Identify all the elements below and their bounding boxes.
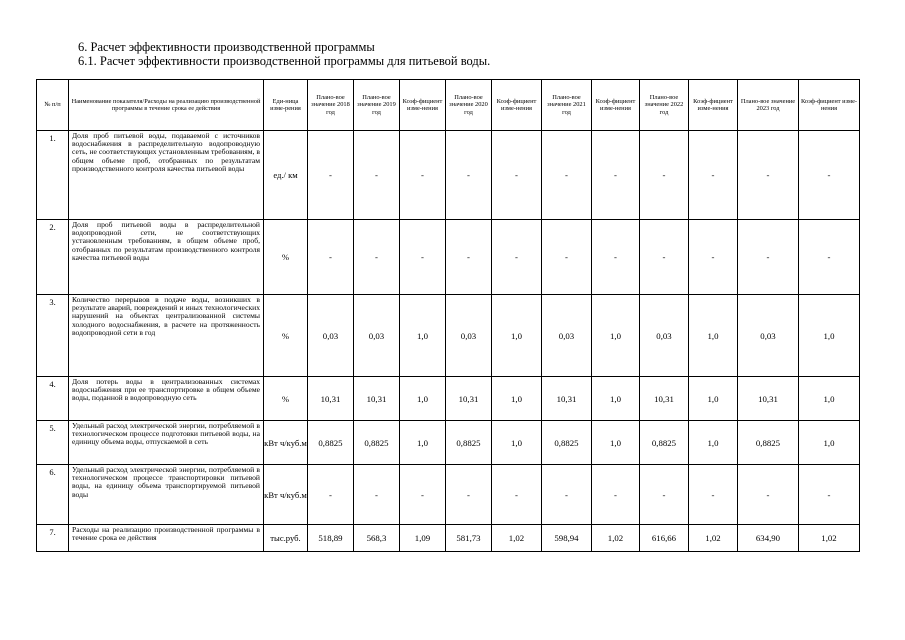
value-cell: -: [640, 220, 689, 295]
value-cell: -: [640, 465, 689, 525]
unit-cell: %: [264, 377, 308, 421]
value-cell: -: [446, 131, 492, 220]
value-cell: -: [799, 465, 860, 525]
table-body: [37, 131, 860, 552]
value-cell: 1,0: [492, 377, 542, 421]
column-header: Плано-вое значение 2018 год: [308, 80, 354, 131]
value-cell: -: [354, 131, 400, 220]
value-cell: 1,0: [799, 421, 860, 465]
column-header: Коэф-фициент изме-нения: [799, 80, 860, 131]
row-number: 1.: [37, 131, 69, 220]
indicator-name: Доля проб питьевой воды в распределительной водопроводной сети, не соответствующих установленным требованиям, в общем объеме проб, отобранных по результатам производственного контроля качества питьевой воды: [69, 220, 264, 295]
value-cell: 568,3: [354, 525, 400, 552]
value-cell: 0,8825: [354, 421, 400, 465]
column-header: Плано-вое значение 2019 год: [354, 80, 400, 131]
value-cell: -: [799, 220, 860, 295]
column-header: Коэф-фициент изме-нения: [689, 80, 738, 131]
value-cell: 0,8825: [640, 421, 689, 465]
value-cell: -: [492, 465, 542, 525]
column-header: Плано-вое значение 2023 год: [738, 80, 799, 131]
row-number: 5.: [37, 421, 69, 465]
row-number: 6.: [37, 465, 69, 525]
indicator-name: Удельный расход электрической энергии, потребляемой в технологическом процессе транспортировки питьевой воды, на единицу объема транспортируемой питьевой воды: [69, 465, 264, 525]
table-header-row: [37, 80, 860, 131]
value-cell: -: [738, 465, 799, 525]
value-cell: 0,8825: [738, 421, 799, 465]
indicator-name: Доля проб питьевой воды, подаваемой с источников водоснабжения в распределительную водопроводную сеть, не соответствующих установленным требованиям, в общем объеме проб, отобранных по результатам производственного контроля качества питьевой воды: [69, 131, 264, 220]
indicator-name: Расходы на реализацию производственной программы в течение срока ее действия: [69, 525, 264, 552]
indicator-name: Удельный расход электрической энергии, потребляемой в технологическом процессе подготовки питьевой воды, на единицу объема воды, отпускаемой в сеть: [69, 421, 264, 465]
value-cell: 1,02: [689, 525, 738, 552]
value-cell: 1,0: [492, 295, 542, 377]
table-row: [37, 421, 860, 465]
value-cell: -: [640, 131, 689, 220]
value-cell: -: [446, 220, 492, 295]
value-cell: -: [354, 465, 400, 525]
value-cell: 1,0: [799, 377, 860, 421]
row-number: 4.: [37, 377, 69, 421]
column-header: № п/п: [37, 80, 69, 131]
value-cell: -: [354, 220, 400, 295]
value-cell: 10,31: [542, 377, 592, 421]
value-cell: 581,73: [446, 525, 492, 552]
value-cell: 634,90: [738, 525, 799, 552]
row-number: 2.: [37, 220, 69, 295]
column-header: Коэф-фициент изме-нения: [492, 80, 542, 131]
value-cell: 598,94: [542, 525, 592, 552]
value-cell: 10,31: [640, 377, 689, 421]
value-cell: -: [738, 131, 799, 220]
value-cell: 10,31: [308, 377, 354, 421]
value-cell: -: [492, 220, 542, 295]
value-cell: 0,03: [308, 295, 354, 377]
value-cell: 1,02: [592, 525, 640, 552]
value-cell: 10,31: [738, 377, 799, 421]
table-row: [37, 377, 860, 421]
value-cell: -: [738, 220, 799, 295]
value-cell: 0,8825: [542, 421, 592, 465]
value-cell: 0,03: [640, 295, 689, 377]
value-cell: -: [308, 220, 354, 295]
column-header: Коэф-фициент изме-нения: [592, 80, 640, 131]
value-cell: -: [542, 131, 592, 220]
value-cell: 0,8825: [446, 421, 492, 465]
value-cell: 1,0: [400, 377, 446, 421]
value-cell: 1,0: [592, 295, 640, 377]
table-row: [37, 465, 860, 525]
value-cell: 1,0: [592, 421, 640, 465]
table-row: [37, 295, 860, 377]
section-title: 6. Расчет эффективности производственной программы: [78, 40, 375, 54]
value-cell: 0,03: [542, 295, 592, 377]
table-row: [37, 525, 860, 552]
table-row: [37, 131, 860, 220]
value-cell: 10,31: [446, 377, 492, 421]
value-cell: 1,0: [799, 295, 860, 377]
value-cell: -: [799, 131, 860, 220]
section-headings: [78, 40, 490, 68]
column-header: Плано-вое значение 2022 год: [640, 80, 689, 131]
value-cell: -: [542, 465, 592, 525]
value-cell: 1,0: [492, 421, 542, 465]
value-cell: -: [542, 220, 592, 295]
value-cell: -: [689, 220, 738, 295]
value-cell: -: [592, 131, 640, 220]
value-cell: 1,09: [400, 525, 446, 552]
value-cell: 1,0: [689, 295, 738, 377]
value-cell: -: [689, 465, 738, 525]
subsection-title: 6.1. Расчет эффективности производственной программы для питьевой воды.: [78, 54, 491, 68]
value-cell: 1,02: [799, 525, 860, 552]
value-cell: 616,66: [640, 525, 689, 552]
unit-cell: ед./ км: [264, 131, 308, 220]
value-cell: 0,8825: [308, 421, 354, 465]
unit-cell: %: [264, 295, 308, 377]
value-cell: -: [308, 131, 354, 220]
column-header: Еди-ница изме-рения: [264, 80, 308, 131]
value-cell: -: [400, 220, 446, 295]
value-cell: 518,89: [308, 525, 354, 552]
table-row: [37, 220, 860, 295]
row-number: 7.: [37, 525, 69, 552]
value-cell: 0,03: [354, 295, 400, 377]
unit-cell: кВт ч/куб.м: [264, 421, 308, 465]
value-cell: -: [446, 465, 492, 525]
value-cell: -: [689, 131, 738, 220]
indicator-name: Доля потерь воды в централизованных системах водоснабжения при ее транспортировке в общем объеме воды, поданной в водопроводную сеть: [69, 377, 264, 421]
value-cell: -: [308, 465, 354, 525]
value-cell: -: [400, 465, 446, 525]
value-cell: -: [492, 131, 542, 220]
column-header: Плано-вое значение 2020 год: [446, 80, 492, 131]
value-cell: 1,02: [492, 525, 542, 552]
column-header: Плано-вое значение 2021 год: [542, 80, 592, 131]
value-cell: 1,0: [400, 295, 446, 377]
indicator-name: Количество перерывов в подаче воды, возникших в результате аварий, повреждений и иных технологических нарушений на объектах централизованной системы холодного водоснабжения, в расчете на протяженность водопроводной сети в год: [69, 295, 264, 377]
value-cell: -: [400, 131, 446, 220]
unit-cell: кВт ч/куб.м: [264, 465, 308, 525]
value-cell: 1,0: [400, 421, 446, 465]
value-cell: 0,03: [738, 295, 799, 377]
value-cell: 0,03: [446, 295, 492, 377]
row-number: 3.: [37, 295, 69, 377]
value-cell: -: [592, 465, 640, 525]
value-cell: 1,0: [689, 421, 738, 465]
value-cell: 1,0: [689, 377, 738, 421]
column-header: Коэф-фициент изме-нения: [400, 80, 446, 131]
value-cell: -: [592, 220, 640, 295]
efficiency-table: [36, 79, 860, 552]
column-header: Наименование показателя/Расходы на реализацию производственной программы в течение срока ее действия: [69, 80, 264, 131]
value-cell: 10,31: [354, 377, 400, 421]
unit-cell: %: [264, 220, 308, 295]
value-cell: 1,0: [592, 377, 640, 421]
unit-cell: тыс.руб.: [264, 525, 308, 552]
